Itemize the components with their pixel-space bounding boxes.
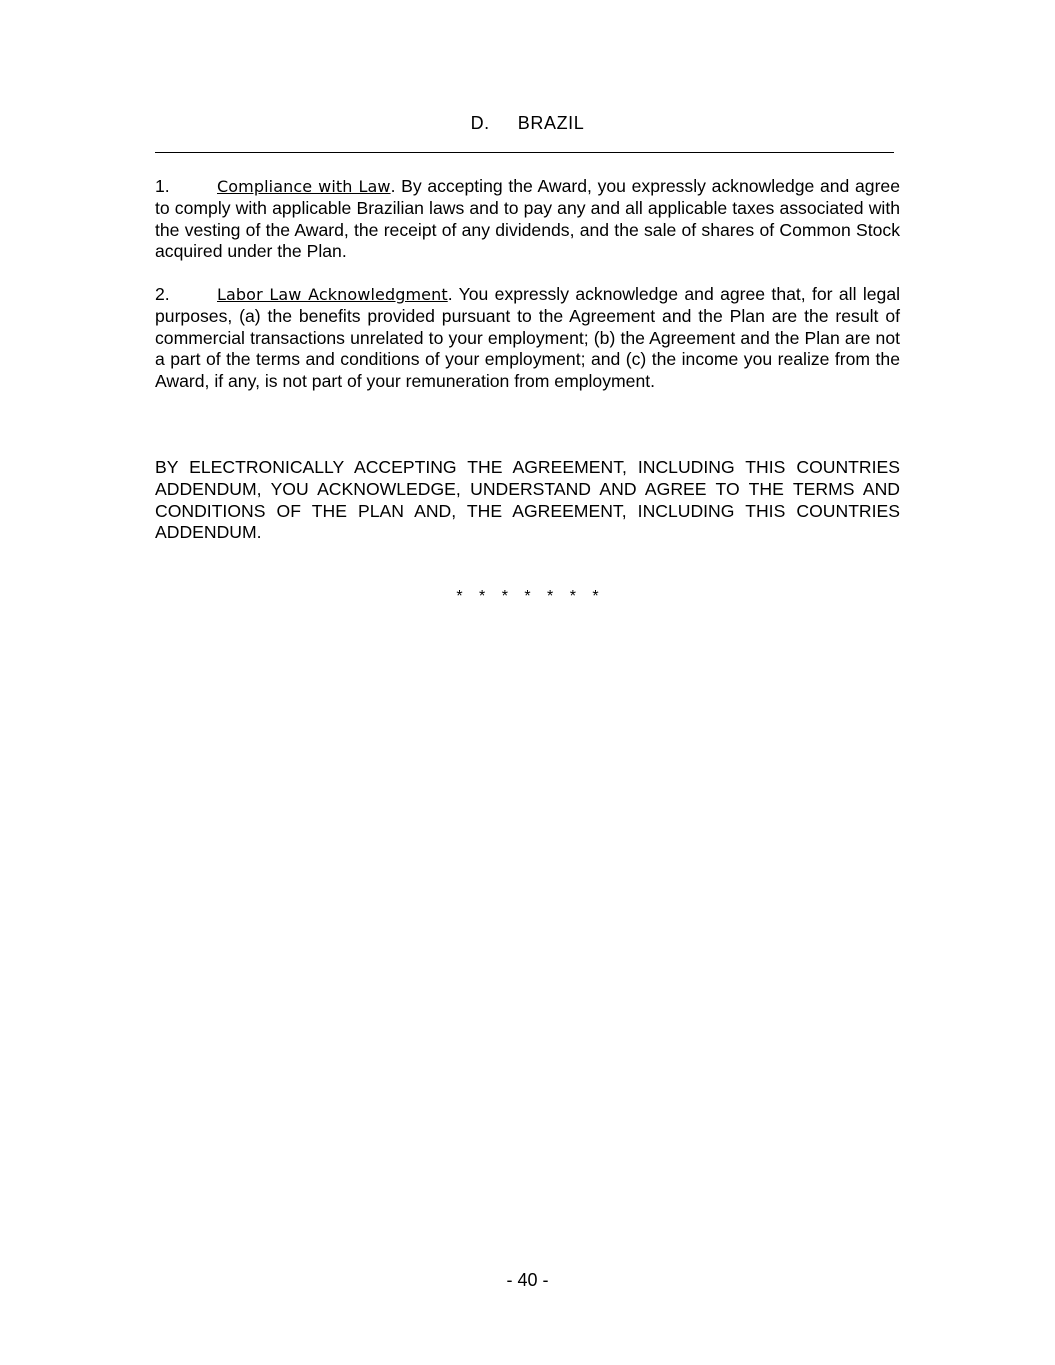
page-number: - 40 - — [506, 1270, 549, 1290]
closing-statement: BY ELECTRONICALLY ACCEPTING THE AGREEMENT, INCLUDING THIS COUNTRIES ADDENDUM, YOU ACKNOWLEDGE, UNDERSTAND AND AGREE TO THE TERMS AND CONDITIONS OF THE PLAN AND, THE AGREEMENT, INCLUDING THIS COUNTRIES ADDENDUM. — [155, 457, 900, 543]
paragraph-text: . By accepting the Award, you expressly acknowledge and agree to comply with applicable Brazilian laws and to pay any and all applicable taxes associated with the vesting of the Award, the receipt of any dividends, and the sale of shares of Common Stock acquired under the Plan. — [155, 176, 900, 262]
heading-divider — [155, 152, 894, 153]
paragraph-title: Labor Law Acknowledgment — [217, 285, 448, 304]
paragraph-labor-law-acknowledgment — [155, 284, 900, 393]
section-title: BRAZIL — [517, 113, 585, 133]
paragraph-compliance-with-law — [155, 176, 900, 263]
section-separator: * * * * * * * — [456, 588, 599, 605]
paragraph-number: 1. — [155, 176, 170, 196]
section-letter: D. — [470, 113, 490, 133]
section-heading — [155, 111, 900, 135]
paragraph-text: . You expressly acknowledge and agree that, for all legal purposes, (a) the benefits provided pursuant to the Agreement and the Plan are the result of commercial transactions unrelated to your employment; (b) the Agreement and the Plan are not a part of the terms and conditions of your employment; and (c) the income you realize from the Award, if any, is not part of your remuneration from employment. — [155, 284, 901, 392]
paragraph-title: Compliance with Law — [217, 177, 391, 196]
paragraph-number: 2. — [155, 284, 170, 304]
